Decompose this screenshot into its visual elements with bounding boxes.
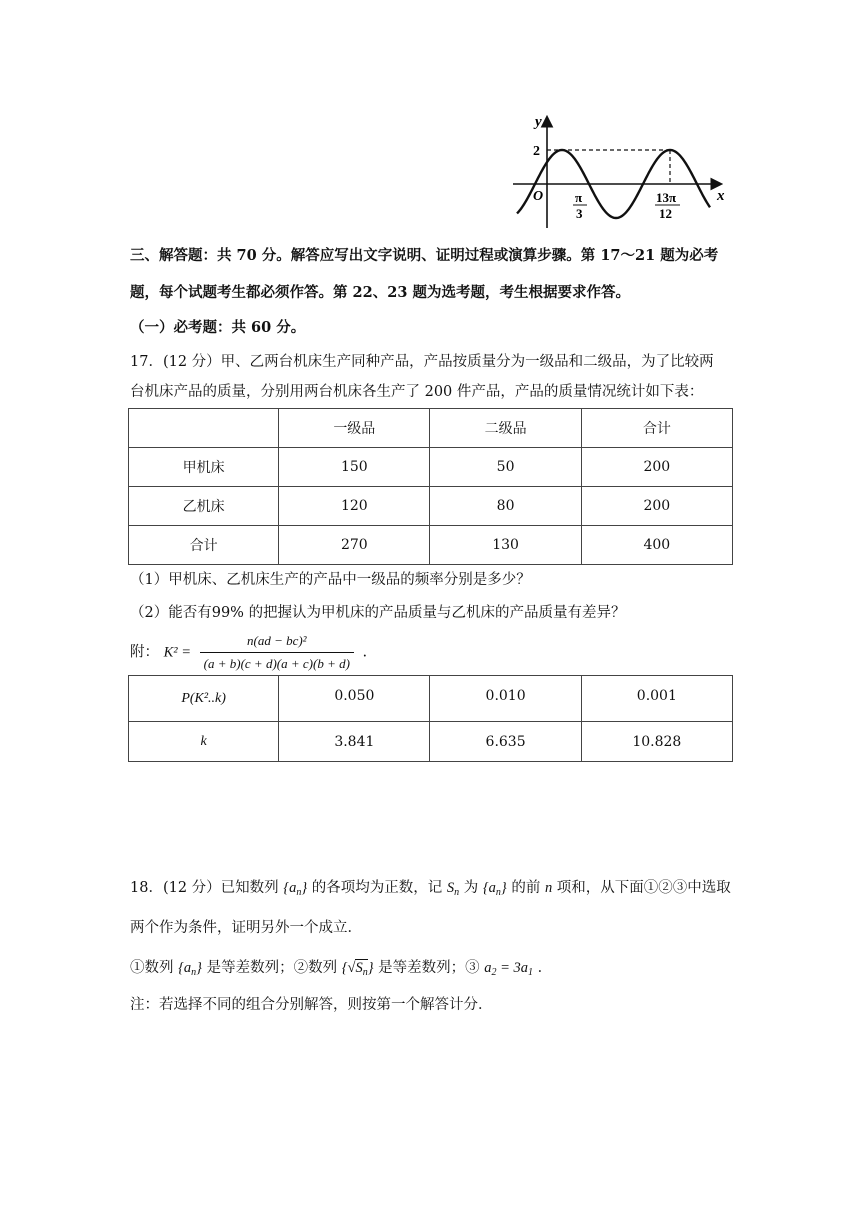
q18-text: 的前 bbox=[511, 880, 541, 896]
table-cell: 10.828 bbox=[581, 722, 732, 762]
tick1-denominator: 3 bbox=[576, 206, 583, 221]
sine-graph bbox=[505, 110, 735, 232]
table-cell: 270 bbox=[279, 526, 430, 565]
table-row bbox=[129, 487, 733, 526]
q18-line-2: 两个作为条件，证明另外一个成立． bbox=[130, 920, 362, 936]
table-cell: k bbox=[129, 722, 279, 762]
q17-line-1: 17．(12 分）甲、乙两台机床生产同种产品，产品按质量分为一级品和二级品，为了比较两 bbox=[130, 354, 714, 370]
q18-note: 注：若选择不同的组合分别解答，则按第一个解答计分． bbox=[130, 997, 493, 1013]
formula-end: . bbox=[362, 644, 368, 661]
formula-denominator: (a + b)(c + d)(a + c)(b + d) bbox=[203, 656, 350, 671]
subsection-title: （一）必考题：共 60 分。 bbox=[130, 319, 306, 336]
q18-text: ①数列 bbox=[130, 960, 174, 976]
q18-text: ． bbox=[537, 960, 553, 976]
q18-text: 项和，从下面①②③中选取 bbox=[556, 880, 731, 896]
q18-text: 为 bbox=[463, 880, 479, 896]
quality-table bbox=[128, 408, 733, 565]
table-cell: 0.001 bbox=[581, 676, 732, 722]
section-line-2: 题，每个试题考生都必须作答。第 22、23 题为选考题，考生根据要求作答。 bbox=[130, 284, 630, 301]
table-row bbox=[129, 448, 733, 487]
q18-conditions bbox=[130, 958, 730, 983]
table-cell bbox=[129, 409, 279, 448]
table-cell: 80 bbox=[430, 487, 581, 526]
table-cell: 120 bbox=[279, 487, 430, 526]
table-cell: 0.050 bbox=[279, 676, 430, 722]
q18-text: 18．(12 分）已知数列 bbox=[130, 880, 279, 896]
table-cell: 乙机床 bbox=[129, 487, 279, 526]
section-line-1: 三、解答题：共 70 分。解答应写出文字说明、证明过程或演算步骤。第 17～21 题为必考 bbox=[130, 247, 719, 264]
condition-a2: $a_2 = 3a_1$ bbox=[484, 960, 534, 978]
table-cell: 200 bbox=[581, 487, 732, 526]
table-cell: 400 bbox=[581, 526, 732, 565]
table-row bbox=[129, 676, 733, 722]
table-row bbox=[129, 526, 733, 565]
x-axis-label: x bbox=[717, 188, 725, 204]
q18-text: 的各项均为正数，记 bbox=[311, 880, 443, 896]
sequence-an: $\{a_n\}$ bbox=[178, 960, 202, 978]
sequence-an: $\{a_n\}$ bbox=[283, 880, 308, 898]
table-cell: 50 bbox=[430, 448, 581, 487]
sequence-an: $\{a_n\}$ bbox=[482, 880, 507, 898]
q17-part-1: （1）甲机床、乙机床生产的产品中一级品的频率分别是多少？ bbox=[130, 572, 531, 588]
table-cell: 6.635 bbox=[430, 722, 581, 762]
k-squared-formula bbox=[130, 632, 730, 673]
formula-lhs: K² = bbox=[163, 644, 192, 661]
sum-sn: $S_n$ bbox=[446, 880, 460, 898]
formula-prefix: 附： bbox=[130, 644, 159, 661]
table-cell: 合计 bbox=[129, 526, 279, 565]
var-n: n bbox=[544, 880, 553, 896]
q18-line-1 bbox=[130, 878, 730, 903]
table-cell: 一级品 bbox=[279, 409, 430, 448]
table-cell: P(K²..k) bbox=[129, 676, 279, 722]
critical-value-table bbox=[128, 675, 733, 762]
q18-text: 是等差数列；②数列 bbox=[206, 960, 338, 976]
tick2-numerator: 13π bbox=[656, 190, 677, 205]
table-cell: 二级品 bbox=[430, 409, 581, 448]
origin-label: O bbox=[533, 189, 544, 204]
table-cell: 200 bbox=[581, 448, 732, 487]
max-label: 2 bbox=[533, 144, 540, 159]
table-row bbox=[129, 722, 733, 762]
formula-numerator: n(ad − bc)² bbox=[200, 632, 354, 653]
formula-fraction bbox=[200, 632, 354, 673]
q17-part-2: （2）能否有99% 的把握认为甲机床的产品质量与乙机床的产品质量有差异？ bbox=[130, 605, 626, 621]
table-cell: 130 bbox=[430, 526, 581, 565]
y-axis-label: y bbox=[535, 114, 542, 130]
table-cell: 合计 bbox=[581, 409, 732, 448]
table-cell: 3.841 bbox=[279, 722, 430, 762]
sequence-sqrt-sn: $\{√S_n\}$ bbox=[341, 960, 374, 978]
table-row bbox=[129, 409, 733, 448]
tick2-denominator: 12 bbox=[659, 206, 672, 221]
q17-line-2: 台机床产品的质量，分别用两台机床各生产了 200 件产品，产品的质量情况统计如下表： bbox=[130, 384, 704, 400]
table-cell: 150 bbox=[279, 448, 430, 487]
tick1-numerator: π bbox=[575, 190, 583, 205]
table-cell: 甲机床 bbox=[129, 448, 279, 487]
q18-text: 是等差数列；③ bbox=[378, 960, 480, 976]
table-cell: 0.010 bbox=[430, 676, 581, 722]
